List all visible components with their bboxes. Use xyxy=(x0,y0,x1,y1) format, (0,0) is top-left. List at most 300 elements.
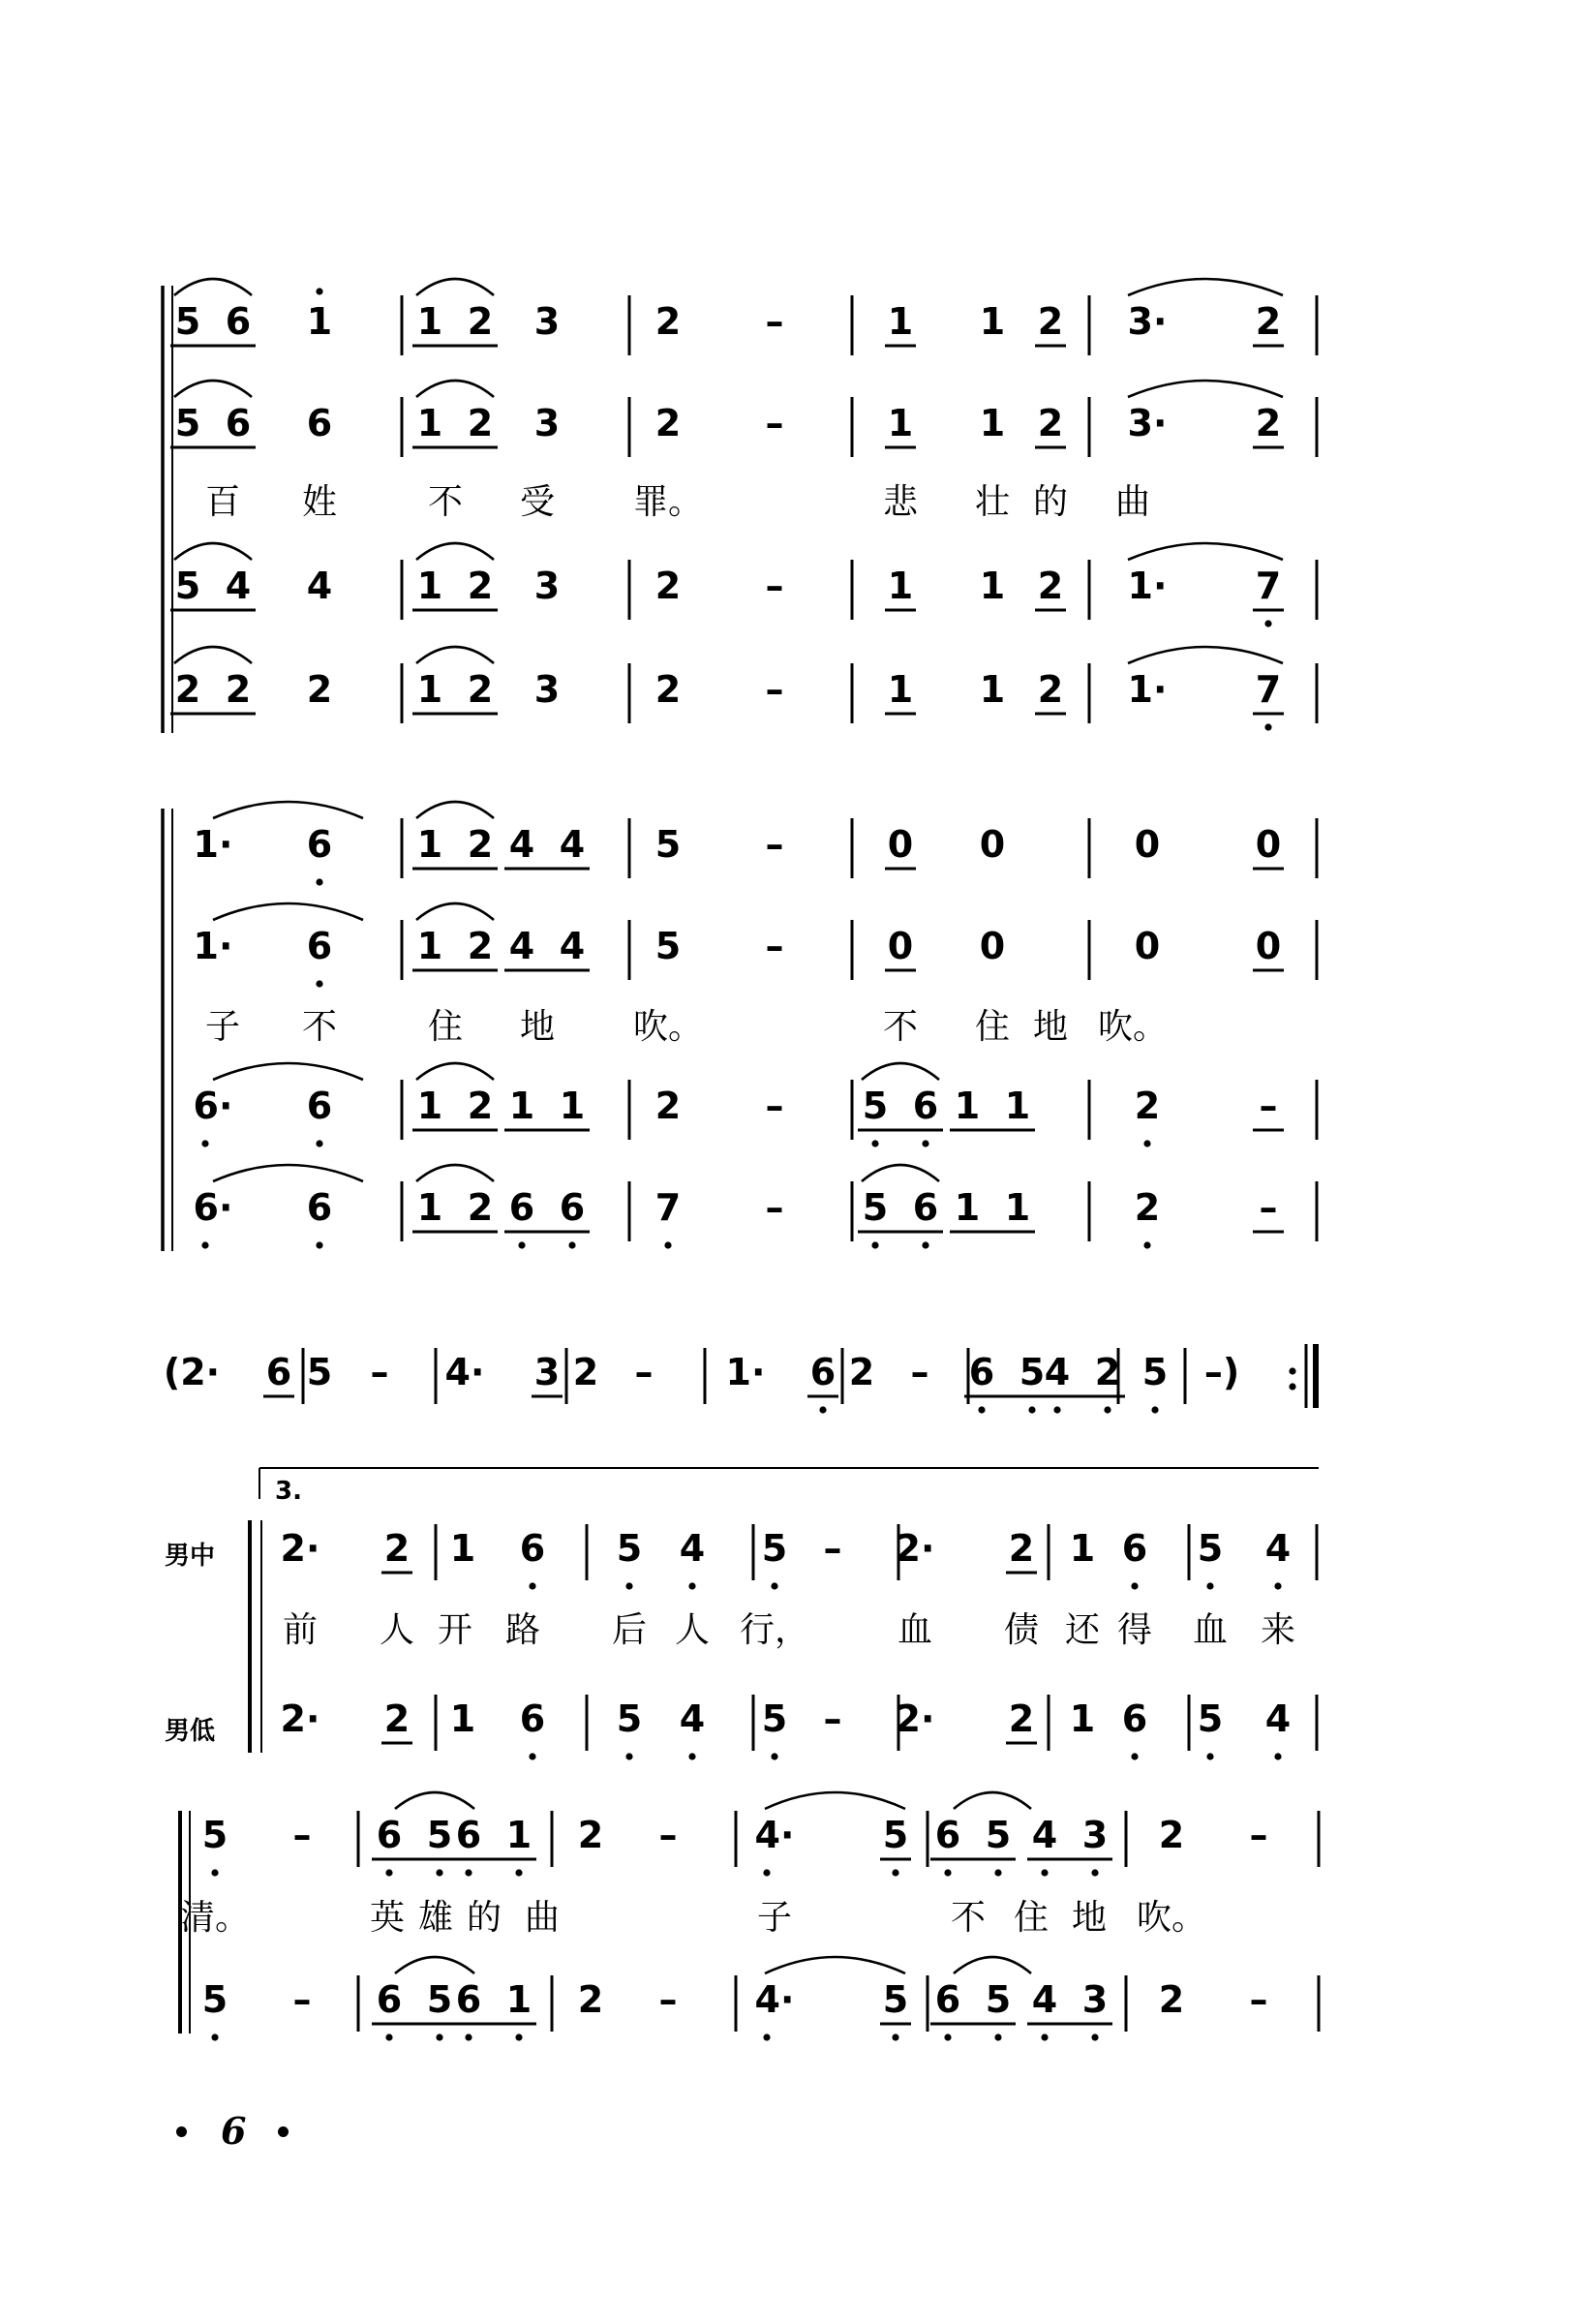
lyric: 的 xyxy=(1032,482,1069,522)
note: 5 xyxy=(654,823,682,866)
slur xyxy=(416,1063,494,1080)
note: 2 xyxy=(1037,402,1064,444)
lyric: 行， xyxy=(739,1610,810,1650)
slur xyxy=(395,1792,474,1809)
note: 1 xyxy=(1069,1697,1096,1740)
note-digit: 4 xyxy=(1031,1978,1058,2021)
lyric: 英 xyxy=(369,1898,406,1938)
note-digit: 4 xyxy=(1031,1814,1058,1856)
note: 6 xyxy=(519,1527,546,1570)
note: 5 xyxy=(616,1697,643,1740)
note-digit: 6 xyxy=(508,1186,535,1229)
note: 2 xyxy=(654,402,682,444)
note: – xyxy=(765,1085,784,1127)
low-octave-dot xyxy=(316,878,322,885)
lyric: 人 xyxy=(379,1610,415,1650)
repeat-dot xyxy=(1289,1367,1295,1374)
low-octave-dot xyxy=(316,1140,322,1147)
note: 5 xyxy=(654,925,682,967)
low-octave-dot xyxy=(1131,1753,1138,1759)
note: 1 xyxy=(979,565,1006,607)
note: 1 xyxy=(1069,1527,1096,1570)
note: 4· xyxy=(754,1978,795,2021)
low-octave-dot xyxy=(1206,1582,1213,1589)
low-octave-dot xyxy=(568,1241,575,1248)
note: – xyxy=(765,668,784,711)
note-digit: 5 xyxy=(862,1186,889,1229)
note-digit: 2 xyxy=(467,823,494,866)
note-digit: 1 xyxy=(505,1814,532,1856)
low-octave-dot xyxy=(1041,2034,1048,2040)
low-octave-dot xyxy=(1053,1406,1060,1413)
note: 1 xyxy=(887,565,914,607)
note: – xyxy=(1259,1186,1278,1229)
note: 5 xyxy=(1197,1697,1224,1740)
note-digit: 4 xyxy=(225,565,252,607)
interlude-note: –) xyxy=(1203,1351,1240,1393)
low-octave-dot xyxy=(1091,2034,1098,2040)
note-digit: 2 xyxy=(467,402,494,444)
lyric: 受 xyxy=(519,482,556,522)
note: 1 xyxy=(979,402,1006,444)
note-digit: 6 xyxy=(912,1085,939,1127)
lyric: 不 xyxy=(427,482,464,522)
low-octave-dot xyxy=(1104,1406,1110,1413)
lyric: 血 xyxy=(1192,1610,1229,1650)
note: – xyxy=(658,1978,678,2021)
low-octave-dot xyxy=(944,1869,951,1876)
slur xyxy=(862,1165,939,1181)
note: 2· xyxy=(895,1697,935,1740)
low-octave-dot xyxy=(994,1869,1001,1876)
lyric: 曲 xyxy=(1114,482,1151,522)
slur xyxy=(765,1957,905,1973)
note-digit: 1 xyxy=(508,1085,535,1127)
note: 1 xyxy=(887,668,914,711)
slur xyxy=(174,543,252,560)
lyric: 子 xyxy=(204,1007,241,1047)
note-digit: 1 xyxy=(505,1978,532,2021)
slur xyxy=(954,1792,1031,1809)
low-octave-dot xyxy=(1143,1241,1150,1248)
low-octave-dot xyxy=(316,980,322,987)
note: 6 xyxy=(306,1085,333,1127)
low-octave-dot xyxy=(201,1140,208,1147)
low-octave-dot xyxy=(892,2034,898,2040)
low-octave-dot xyxy=(436,2034,442,2040)
note: 6 xyxy=(1121,1697,1148,1740)
slur xyxy=(416,381,494,397)
low-octave-dot xyxy=(922,1241,928,1248)
interlude-note: 5 xyxy=(306,1351,333,1393)
note: 4· xyxy=(754,1814,795,1856)
note: 2 xyxy=(306,668,333,711)
lyric: 悲 xyxy=(882,482,919,522)
note: 5 xyxy=(761,1527,788,1570)
slur xyxy=(416,543,494,560)
note-digit: 1 xyxy=(954,1186,981,1229)
note-digit: 5 xyxy=(174,565,201,607)
slur xyxy=(213,802,363,818)
note: 1· xyxy=(193,823,233,866)
note: 5 xyxy=(201,1814,228,1856)
low-octave-dot xyxy=(944,2034,951,2040)
note: 5 xyxy=(882,1978,909,2021)
interlude-note: 1· xyxy=(725,1351,766,1393)
lyric: 得 xyxy=(1116,1610,1153,1650)
interlude-note: 4· xyxy=(444,1351,485,1393)
low-octave-dot xyxy=(385,2034,392,2040)
note-digit: 1 xyxy=(416,565,443,607)
slur xyxy=(174,647,252,663)
low-octave-dot xyxy=(871,1140,878,1147)
note-digit: 1 xyxy=(416,823,443,866)
lyric: 债 xyxy=(1003,1610,1040,1650)
note: 3· xyxy=(1127,402,1168,444)
note: 0 xyxy=(1134,925,1161,967)
note-digit: 2 xyxy=(467,925,494,967)
note: 2 xyxy=(654,668,682,711)
note-digit: 6 xyxy=(225,402,252,444)
note: 2 xyxy=(1037,668,1064,711)
lyric: 百 xyxy=(204,482,241,522)
low-octave-dot xyxy=(211,2034,218,2040)
note: – xyxy=(1249,1814,1268,1856)
low-octave-dot xyxy=(529,1753,535,1759)
lyric: 子 xyxy=(756,1898,793,1938)
note: 1· xyxy=(1127,668,1168,711)
low-octave-dot xyxy=(763,2034,770,2040)
lyric: 血 xyxy=(897,1610,933,1650)
note-digit: 1 xyxy=(1004,1186,1031,1229)
note: 2 xyxy=(1134,1085,1161,1127)
low-octave-dot xyxy=(1041,1869,1048,1876)
note-digit: 6 xyxy=(376,1978,403,2021)
note: 6 xyxy=(306,402,333,444)
note: 2 xyxy=(1158,1978,1185,2021)
note: 6· xyxy=(193,1186,233,1229)
page-number-dot-right xyxy=(278,2126,289,2137)
note: 3 xyxy=(533,300,561,343)
note-digit: 3 xyxy=(1081,1978,1109,2021)
lyric: 前 xyxy=(282,1610,319,1650)
high-octave-dot xyxy=(316,288,322,294)
low-octave-dot xyxy=(771,1753,777,1759)
note: 2 xyxy=(383,1697,411,1740)
note: 0 xyxy=(1255,925,1282,967)
slur xyxy=(1128,279,1283,295)
note-digit: 3 xyxy=(1081,1814,1109,1856)
note: 2 xyxy=(577,1814,604,1856)
note: 3 xyxy=(533,402,561,444)
note: 5 xyxy=(761,1697,788,1740)
low-octave-dot xyxy=(763,1869,770,1876)
lyric: 清。 xyxy=(179,1898,251,1938)
note-digit: 4 xyxy=(508,925,535,967)
note-digit: 1 xyxy=(1004,1085,1031,1127)
note-digit: 2 xyxy=(467,565,494,607)
note: 2 xyxy=(1037,565,1064,607)
note: 4 xyxy=(1264,1697,1292,1740)
note-digit: 2 xyxy=(467,300,494,343)
note-digit: 4 xyxy=(559,823,586,866)
lyric: 住 xyxy=(427,1007,464,1047)
note-digit: 1 xyxy=(416,925,443,967)
note: 5 xyxy=(616,1527,643,1570)
low-octave-dot xyxy=(1206,1753,1213,1759)
low-octave-dot xyxy=(465,1869,472,1876)
note: – xyxy=(823,1697,842,1740)
note-digit: 1 xyxy=(416,668,443,711)
slur xyxy=(954,1957,1031,1973)
note: 1 xyxy=(449,1697,476,1740)
lyric: 吹。 xyxy=(1136,1898,1207,1938)
low-octave-dot xyxy=(1091,1869,1098,1876)
low-octave-dot xyxy=(1264,723,1271,730)
lyric: 人 xyxy=(674,1610,711,1650)
note-digit: 4 xyxy=(559,925,586,967)
note: 2 xyxy=(654,565,682,607)
note: 1 xyxy=(887,402,914,444)
note: 5 xyxy=(201,1978,228,2021)
note-digit: 1 xyxy=(559,1085,586,1127)
slur xyxy=(862,1063,939,1080)
low-octave-dot xyxy=(385,1869,392,1876)
lyric: 雄 xyxy=(417,1898,454,1938)
lyric: 住 xyxy=(1013,1898,1050,1938)
slur xyxy=(174,279,252,295)
note-digit: 1 xyxy=(416,1186,443,1229)
low-octave-dot xyxy=(1151,1406,1158,1413)
note-digit: 4 xyxy=(508,823,535,866)
low-octave-dot xyxy=(518,1241,525,1248)
note: – xyxy=(292,1978,312,2021)
note-digit: 5 xyxy=(174,402,201,444)
lyric: 后 xyxy=(611,1610,648,1650)
note-digit: 6 xyxy=(455,1978,482,2021)
volta-number: 3. xyxy=(275,1477,302,1506)
low-octave-dot xyxy=(201,1241,208,1248)
note: 2 xyxy=(654,300,682,343)
lyric: 吹。 xyxy=(632,1007,704,1047)
low-octave-dot xyxy=(819,1406,826,1413)
note: 3· xyxy=(1127,300,1168,343)
lyric: 还 xyxy=(1064,1610,1101,1650)
note: 7 xyxy=(654,1186,682,1229)
note-digit: 1 xyxy=(954,1085,981,1127)
low-octave-dot xyxy=(1274,1582,1281,1589)
note: 0 xyxy=(979,823,1006,866)
note: – xyxy=(292,1814,312,1856)
note: 2 xyxy=(1037,300,1064,343)
low-octave-dot xyxy=(892,1869,898,1876)
note: 6 xyxy=(306,925,333,967)
slur xyxy=(174,381,252,397)
low-octave-dot xyxy=(625,1582,632,1589)
lyric: 不 xyxy=(301,1007,338,1047)
note: – xyxy=(765,300,784,343)
note: 2 xyxy=(577,1978,604,2021)
interlude-note-digit: 5 xyxy=(1019,1351,1046,1393)
lyric: 的 xyxy=(466,1898,502,1938)
note-digit: 5 xyxy=(985,1814,1012,1856)
low-octave-dot xyxy=(1028,1406,1035,1413)
slur xyxy=(213,903,363,920)
page-number: 6 xyxy=(221,2109,247,2153)
note-digit: 1 xyxy=(416,402,443,444)
low-octave-dot xyxy=(316,1241,322,1248)
note-digit: 5 xyxy=(174,300,201,343)
low-octave-dot xyxy=(1131,1582,1138,1589)
note: – xyxy=(1259,1085,1278,1127)
note: 0 xyxy=(887,925,914,967)
note: 2· xyxy=(895,1527,935,1570)
note-digit: 1 xyxy=(416,300,443,343)
interlude-note-digit: 6 xyxy=(968,1351,995,1393)
slur xyxy=(416,1165,494,1181)
interlude-note-digit: 2 xyxy=(1094,1351,1121,1393)
note: 1· xyxy=(193,925,233,967)
note-digit: 5 xyxy=(426,1978,453,2021)
note: 2 xyxy=(1255,300,1282,343)
note: 5 xyxy=(1197,1527,1224,1570)
note: – xyxy=(823,1527,842,1570)
note: 2· xyxy=(280,1697,320,1740)
note: 2· xyxy=(280,1527,320,1570)
slur xyxy=(416,647,494,663)
lyric: 路 xyxy=(504,1610,541,1650)
note-digit: 6 xyxy=(225,300,252,343)
note: 2 xyxy=(383,1527,411,1570)
lyric: 来 xyxy=(1260,1610,1296,1650)
note-digit: 6 xyxy=(934,1978,961,2021)
note-digit: 1 xyxy=(416,1085,443,1127)
note: 6 xyxy=(306,823,333,866)
interlude-note: 6 xyxy=(809,1351,837,1393)
low-octave-dot xyxy=(211,1869,218,1876)
note-digit: 2 xyxy=(467,1186,494,1229)
note: – xyxy=(765,1186,784,1229)
interlude-note: 5 xyxy=(1141,1351,1169,1393)
lyric: 罪。 xyxy=(632,482,704,522)
note: 1· xyxy=(1127,565,1168,607)
note: 1 xyxy=(887,300,914,343)
low-octave-dot xyxy=(664,1241,671,1248)
note: 5 xyxy=(882,1814,909,1856)
note: 0 xyxy=(1255,823,1282,866)
interlude-note: – xyxy=(910,1351,929,1393)
interlude-note: – xyxy=(634,1351,654,1393)
slur xyxy=(416,279,494,295)
interlude-note: (2· xyxy=(163,1351,221,1393)
note: 2 xyxy=(1134,1186,1161,1229)
note: – xyxy=(658,1814,678,1856)
part-label-male-low: 男低 xyxy=(165,1717,216,1746)
repeat-dot xyxy=(1289,1383,1295,1390)
note-digit: 6 xyxy=(912,1186,939,1229)
note-digit: 2 xyxy=(174,668,201,711)
note: 4 xyxy=(1264,1527,1292,1570)
low-octave-dot xyxy=(771,1582,777,1589)
low-octave-dot xyxy=(688,1753,695,1759)
low-octave-dot xyxy=(1274,1753,1281,1759)
note: 1 xyxy=(306,300,333,343)
note: 2 xyxy=(1255,402,1282,444)
note: 6 xyxy=(306,1186,333,1229)
interlude-note: 2 xyxy=(848,1351,875,1393)
interlude-note-digit: 4 xyxy=(1044,1351,1071,1393)
note: 0 xyxy=(887,823,914,866)
note-digit: 6 xyxy=(376,1814,403,1856)
lyric: 地 xyxy=(1071,1898,1108,1938)
low-octave-dot xyxy=(1264,620,1271,627)
low-octave-dot xyxy=(922,1140,928,1147)
note: 6 xyxy=(1121,1527,1148,1570)
slur xyxy=(395,1957,474,1973)
note-digit: 5 xyxy=(985,1978,1012,2021)
note: 4 xyxy=(679,1527,706,1570)
note: 7 xyxy=(1255,565,1282,607)
note: 0 xyxy=(1134,823,1161,866)
lyric: 曲 xyxy=(524,1898,561,1938)
interlude-note: 6 xyxy=(265,1351,292,1393)
low-octave-dot xyxy=(625,1753,632,1759)
note: 2 xyxy=(1158,1814,1185,1856)
slur xyxy=(1128,647,1283,663)
low-octave-dot xyxy=(871,1241,878,1248)
low-octave-dot xyxy=(436,1869,442,1876)
note: 1 xyxy=(979,300,1006,343)
note-digit: 2 xyxy=(225,668,252,711)
slur xyxy=(765,1792,905,1809)
lyric: 不 xyxy=(882,1007,919,1047)
note: 0 xyxy=(979,925,1006,967)
note: – xyxy=(765,823,784,866)
note: – xyxy=(765,402,784,444)
slur xyxy=(416,802,494,818)
slur xyxy=(416,903,494,920)
low-octave-dot xyxy=(529,1582,535,1589)
note-digit: 6 xyxy=(455,1814,482,1856)
note: – xyxy=(765,565,784,607)
slur xyxy=(213,1063,363,1080)
part-label-male-middle: 男中 xyxy=(165,1542,216,1571)
lyric: 地 xyxy=(519,1007,556,1047)
note: – xyxy=(765,925,784,967)
lyric: 开 xyxy=(437,1610,473,1650)
lyric: 吹。 xyxy=(1097,1007,1169,1047)
low-octave-dot xyxy=(688,1582,695,1589)
note-digit: 6 xyxy=(934,1814,961,1856)
note: 2 xyxy=(1008,1697,1035,1740)
lyric: 地 xyxy=(1032,1007,1069,1047)
interlude-note: 2 xyxy=(572,1351,599,1393)
low-octave-dot xyxy=(465,2034,472,2040)
note: 4 xyxy=(306,565,333,607)
lyric: 姓 xyxy=(301,482,338,522)
low-octave-dot xyxy=(515,2034,522,2040)
note-digit: 2 xyxy=(467,668,494,711)
interlude-note: 3 xyxy=(533,1351,561,1393)
note: – xyxy=(1249,1978,1268,2021)
note-digit: 5 xyxy=(862,1085,889,1127)
lyric: 壮 xyxy=(974,482,1011,522)
interlude-note: – xyxy=(370,1351,389,1393)
note: 3 xyxy=(533,565,561,607)
note-digit: 2 xyxy=(467,1085,494,1127)
slur xyxy=(1128,543,1283,560)
note: 7 xyxy=(1255,668,1282,711)
